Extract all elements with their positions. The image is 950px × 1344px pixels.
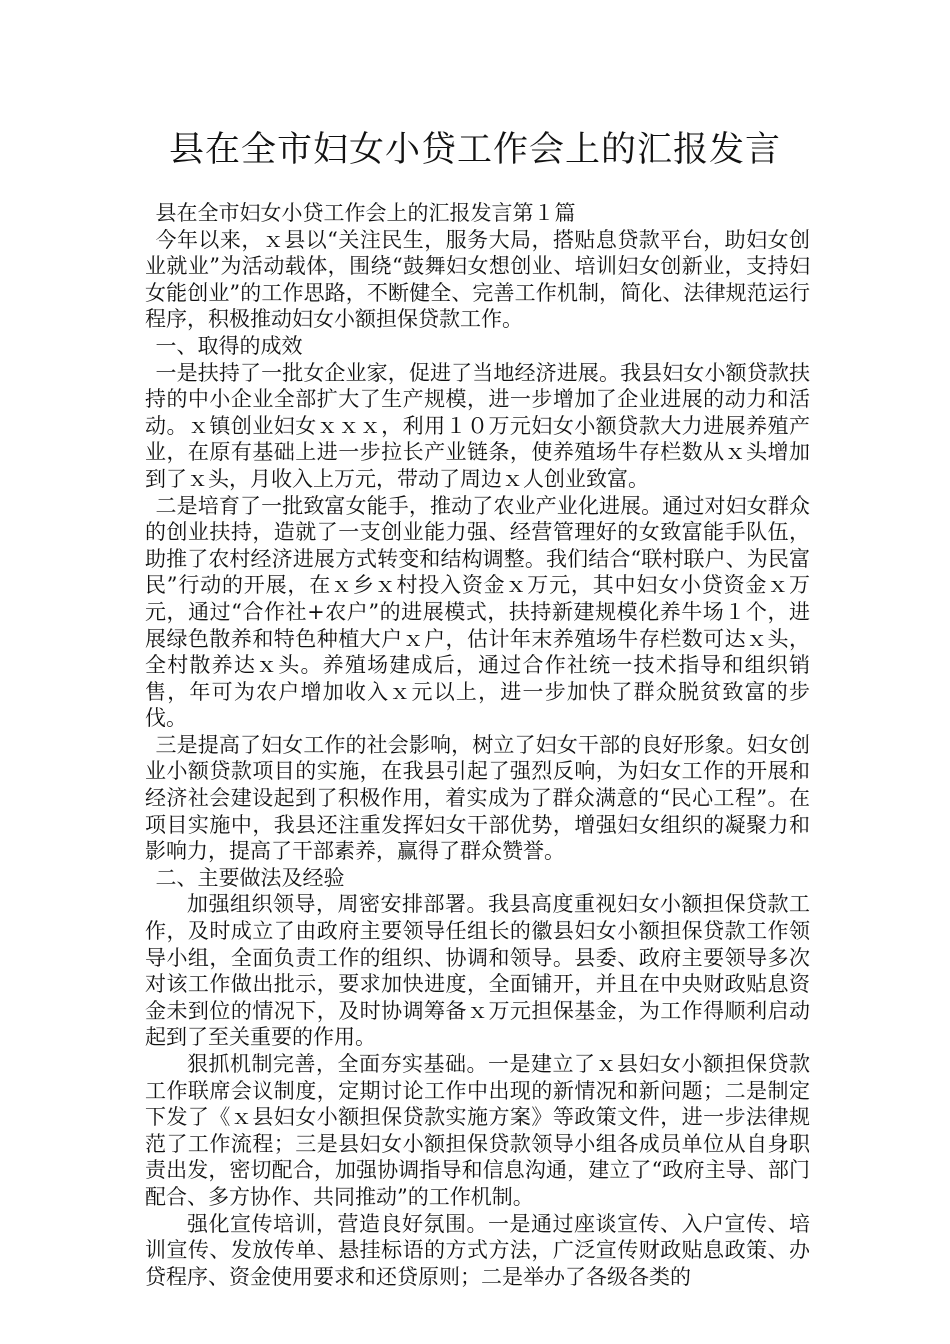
paragraph-practice-3: 强化宣传培训，营造良好氛围。一是通过座谈宣传、入户宣传、培训宣传、发放传单、悬挂标语的方式方法，广泛宣传财政贴息政策、办贷程序、资金使用要求和还贷原则；二是举办了各级各类的 — [145, 1211, 810, 1289]
paragraph-achievement-2: 二是培育了一批致富女能手，推动了农业产业化进展。通过对妇女群众的创业扶持，造就了一支创业能力强、经营管理好的女致富能手队伍，助推了农村经济进展方式转变和结构调整。我们结合“联村联户、为民富民”行动的开展，在ｘ乡ｘ村投入资金ｘ万元，其中妇女小贷资金ｘ万元，通过“合作社+农户”的进展模式，扶持新建规模化养牛场１个，进展绿色散养和特色种植大户ｘ户，估计年末养殖场牛存栏数可达ｘ头，全村散养达ｘ头。养殖场建成后，通过合作社统一技术指导和组织销售，年可为农户增加收入ｘ元以上，进一步加快了群众脱贫致富的步伐。 — [145, 493, 810, 731]
document-title: 县在全市妇女小贷工作会上的汇报发言 — [168, 130, 781, 170]
paragraph-achievement-1: 一是扶持了一批女企业家，促进了当地经济进展。我县妇女小额贷款扶持的中小企业全部扩大了生产规模，进一步增加了企业进展的动力和活动。ｘ镇创业妇女ｘｘｘ，利用１０万元妇女小额贷款大力进展养殖产业，在原有基础上进一步拉长产业链条，使养殖场牛存栏数从ｘ头增加到了ｘ头，月收入上万元，带动了周边ｘ人创业致富。 — [145, 360, 810, 491]
article-subtitle: 县在全市妇女小贷工作会上的汇报发言第１篇 — [155, 201, 576, 225]
paragraph-intro: 今年以来，ｘ县以“关注民生，服务大局，搭贴息贷款平台，助妇女创业就业”为活动载体，围绕“鼓舞妇女想创业、培训妇女创新业，支持妇女能创业”的工作思路，不断健全、完善工作机制，简化、法律规范运行程序，积极推动妇女小额担保贷款工作。 — [145, 227, 810, 332]
section-heading-practices: 二、主要做法及经验 — [155, 865, 345, 890]
paragraph-achievement-3: 三是提高了妇女工作的社会影响，树立了妇女干部的良好形象。妇女创业小额贷款项目的实施，在我县引起了强烈反响，为妇女工作的开展和经济社会建设起到了积极作用，着实成为了群众满意的“民心工程”。在项目实施中，我县还注重发挥妇女干部优势，增强妇女组织的凝聚力和影响力，提高了干部素养，赢得了群众赞誉。 — [145, 732, 810, 864]
section-heading-achievements: 一、取得的成效 — [155, 333, 303, 358]
paragraph-practice-2: 狠抓机制完善，全面夯实基础。一是建立了ｘ县妇女小额担保贷款工作联席会议制度，定期讨论工作中出现的新情况和新问题；二是制定下发了《ｘ县妇女小额担保贷款实施方案》等政策文件，进一步法律规范了工作流程；三是县妇女小额担保贷款领导小组各成员单位从自身职责出发，密切配合，加强协调指导和信息沟通，建立了“政府主导、部门配合、多方协作、共同推动”的工作机制。 — [145, 1052, 810, 1209]
paragraph-practice-1: 加强组织领导，周密安排部署。我县高度重视妇女小额担保贷款工作，及时成立了由政府主要领导任组长的徽县妇女小额担保贷款工作领导小组，全面负责工作的组织、协调和领导。县委、政府主要领导多次对该工作做出批示，要求加快进度，全面铺开，并且在中央财政贴息资金未到位的情况下，及时协调筹备ｘ万元担保基金，为工作得顺利启动起到了至关重要的作用。 — [145, 892, 810, 1050]
document-body — [145, 200, 810, 1290]
